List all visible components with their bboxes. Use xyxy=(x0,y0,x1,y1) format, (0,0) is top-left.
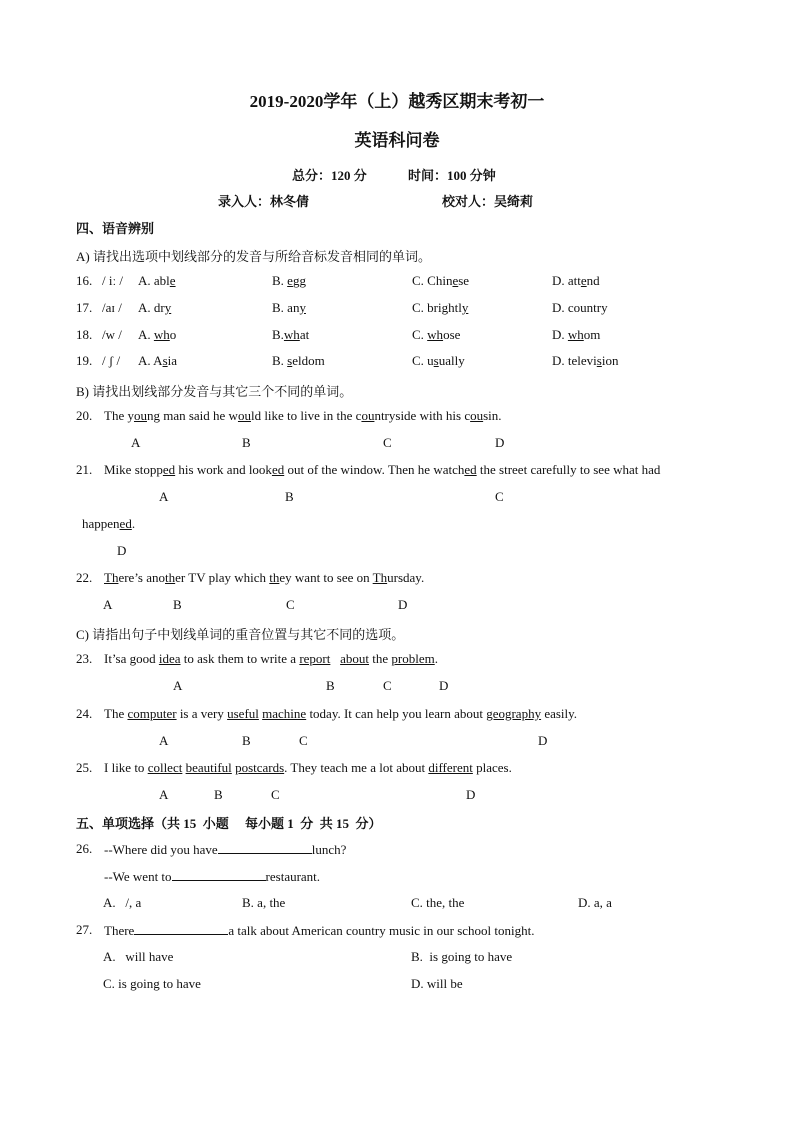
q26-option-d[interactable]: D. a, a xyxy=(578,895,612,910)
entry-by: 录入人：林冬倩 xyxy=(218,194,310,209)
q27-option-a[interactable]: A. will have xyxy=(103,949,174,964)
q16-number: 16. xyxy=(76,273,93,288)
q26-line-2: --We went to restaurant. xyxy=(104,869,321,884)
q18-option-d: D. whom xyxy=(552,327,601,342)
q22-label-d: D xyxy=(398,597,408,612)
q18-option-a: A. who xyxy=(138,327,177,342)
q24-label-c: C xyxy=(299,733,308,748)
page-title: 2019-2020学年（上）越秀区期末考初一 xyxy=(249,92,545,111)
q21-sentence: Mike stopped his work and looked out of the window. Then he watched the street carefully to see what had xyxy=(104,462,661,477)
q27-option-b[interactable]: B. is going to have xyxy=(411,949,513,964)
q23-label-d: D xyxy=(439,678,449,693)
q21-number: 21. xyxy=(76,462,93,477)
q27-option-d[interactable]: D. will be xyxy=(411,976,463,991)
q22-label-b: B xyxy=(173,597,182,612)
q16-option-a: A. able xyxy=(138,273,176,288)
q24-number: 24. xyxy=(76,706,93,721)
q22-number: 22. xyxy=(76,570,93,585)
q24-sentence: The computer is a very useful machine today. It can help you learn about geography easily. xyxy=(104,706,578,721)
q20-label-a: A xyxy=(131,435,141,450)
q17-number: 17. xyxy=(76,300,93,315)
q19-option-c: C. usually xyxy=(412,353,465,368)
q26-option-a[interactable]: A. /, a xyxy=(103,895,142,910)
q27-option-c[interactable]: C. is going to have xyxy=(103,976,201,991)
q22-label-c: C xyxy=(286,597,295,612)
q20-label-c: C xyxy=(383,435,392,450)
q16-option-d: D. attend xyxy=(552,273,600,288)
section-4-title: 四、语音辨别 xyxy=(76,221,155,236)
q23-label-c: C xyxy=(383,678,392,693)
part-a-instruction: A) 请找出选项中划线部分的发音与所给音标发音相同的单词。 xyxy=(76,249,431,264)
q20-label-b: B xyxy=(242,435,251,450)
q26-blank-1[interactable] xyxy=(218,841,312,854)
q25-number: 25. xyxy=(76,760,93,775)
q21-label-c: C xyxy=(495,489,504,504)
q19-option-b: B. seldom xyxy=(272,353,325,368)
q18-number: 18. xyxy=(76,327,93,342)
q18-ipa: /w / xyxy=(102,327,122,342)
q19-option-a: A. Asia xyxy=(138,353,178,368)
q26-option-c[interactable]: C. the, the xyxy=(411,895,465,910)
q24-label-a: A xyxy=(159,733,169,748)
q20-number: 20. xyxy=(76,408,93,423)
proof-by: 校对人：吴绮莉 xyxy=(442,194,534,209)
q26-blank-2[interactable] xyxy=(172,868,266,881)
q25-sentence: I like to collect beautiful postcards. They teach me a lot about different places. xyxy=(104,760,512,775)
q24-label-b: B xyxy=(242,733,251,748)
total-score: 总分：120 分 xyxy=(292,168,367,183)
q17-ipa: /aɪ / xyxy=(102,300,122,315)
q21-sentence-continued: happened. xyxy=(82,516,136,531)
q16-option-c: C. Chinese xyxy=(412,273,470,288)
q25-label-b: B xyxy=(214,787,223,802)
q16-ipa: / iː / xyxy=(102,273,123,288)
q22-label-a: A xyxy=(103,597,113,612)
part-b-instruction: B) 请找出划线部分发音与其它三个不同的单词。 xyxy=(76,384,353,399)
q23-label-b: B xyxy=(326,678,335,693)
page-subtitle: 英语科问卷 xyxy=(354,131,440,150)
q17-option-a: A. dry xyxy=(138,300,172,315)
q18-option-b: B.what xyxy=(272,327,310,342)
q26-option-b[interactable]: B. a, the xyxy=(242,895,286,910)
part-c-instruction: C) 请指出句子中划线单词的重音位置与其它不同的选项。 xyxy=(76,627,405,642)
q26-number: 26. xyxy=(76,841,93,856)
q25-label-c: C xyxy=(271,787,280,802)
q17-option-c: C. brightly xyxy=(412,300,469,315)
q19-ipa: / ʃ / xyxy=(102,353,121,368)
exam-time: 时间：100 分钟 xyxy=(408,168,496,183)
q19-number: 19. xyxy=(76,353,93,368)
q21-label-b: B xyxy=(285,489,294,504)
q23-sentence: It’sa good idea to ask them to write a report about the problem. xyxy=(104,651,438,666)
q17-option-d: D. country xyxy=(552,300,608,315)
q16-option-b: B. egg xyxy=(272,273,306,288)
q17-option-b: B. any xyxy=(272,300,306,315)
q25-label-d: D xyxy=(466,787,476,802)
q18-option-c: C. whose xyxy=(412,327,461,342)
section-5-title: 五、单项选择（共 15 小题 每小题 1 分 共 15 分） xyxy=(76,816,382,831)
q19-option-d: D. television xyxy=(552,353,619,368)
q27-blank[interactable] xyxy=(134,922,228,935)
q25-label-a: A xyxy=(159,787,169,802)
q21-label-d: D xyxy=(117,543,127,558)
q22-sentence: There’s another TV play which they want to see on Thursday. xyxy=(104,570,425,585)
q20-sentence: The young man said he would like to live in the countryside with his cousin. xyxy=(104,408,502,423)
q20-label-d: D xyxy=(495,435,505,450)
q23-label-a: A xyxy=(173,678,183,693)
q21-label-a: A xyxy=(159,489,169,504)
q23-number: 23. xyxy=(76,651,93,666)
q27-number: 27. xyxy=(76,922,93,937)
q27-sentence: There a talk about American country music in our school tonight. xyxy=(104,923,535,938)
q26-line-1: --Where did you have lunch? xyxy=(104,842,347,857)
q24-label-d: D xyxy=(538,733,548,748)
